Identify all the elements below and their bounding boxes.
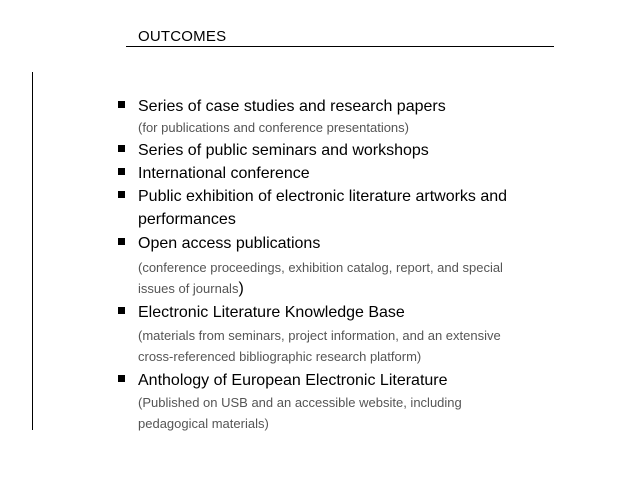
item-sub-text: (materials from seminars, project information, and an extensive — [138, 328, 501, 343]
item-main-text: Public exhibition of electronic literature artworks and — [138, 188, 508, 205]
item-main-text: Series of public seminars and workshops — [138, 142, 429, 159]
bullet-icon — [118, 191, 125, 198]
bullet-icon — [118, 307, 125, 314]
item-sub-text-line2: cross-referenced bibliographic research platform) — [138, 349, 422, 364]
item-sub-text: (Published on USB and an accessible website, including — [138, 395, 462, 410]
item-main-text-line2: performances — [138, 211, 236, 228]
bullet-icon — [118, 168, 125, 175]
left-vertical-rule — [32, 72, 33, 430]
item-main-text: Electronic Literature Knowledge Base — [138, 304, 405, 321]
item-main-text: Anthology of European Electronic Literature — [138, 372, 448, 389]
title-underline — [126, 46, 554, 47]
item-main-text: International conference — [138, 165, 310, 182]
item-sub-text-line2: pedagogical materials) — [138, 416, 269, 431]
sub-text: issues of journals — [138, 281, 239, 296]
item-sub-text: (for publications and conference presentations) — [138, 120, 409, 135]
closing-paren: ) — [238, 280, 244, 297]
slide-title: OUTCOMES — [138, 28, 227, 45]
bullet-icon — [118, 238, 125, 245]
bullet-icon — [118, 145, 125, 152]
item-main-text: Series of case studies and research papers — [138, 98, 446, 115]
bullet-icon — [118, 375, 125, 382]
item-main-text: Open access publications — [138, 235, 321, 252]
bullet-icon — [118, 101, 125, 108]
item-sub-text-line2 — [138, 278, 244, 299]
item-sub-text: (conference proceedings, exhibition catalog, report, and special — [138, 260, 503, 275]
